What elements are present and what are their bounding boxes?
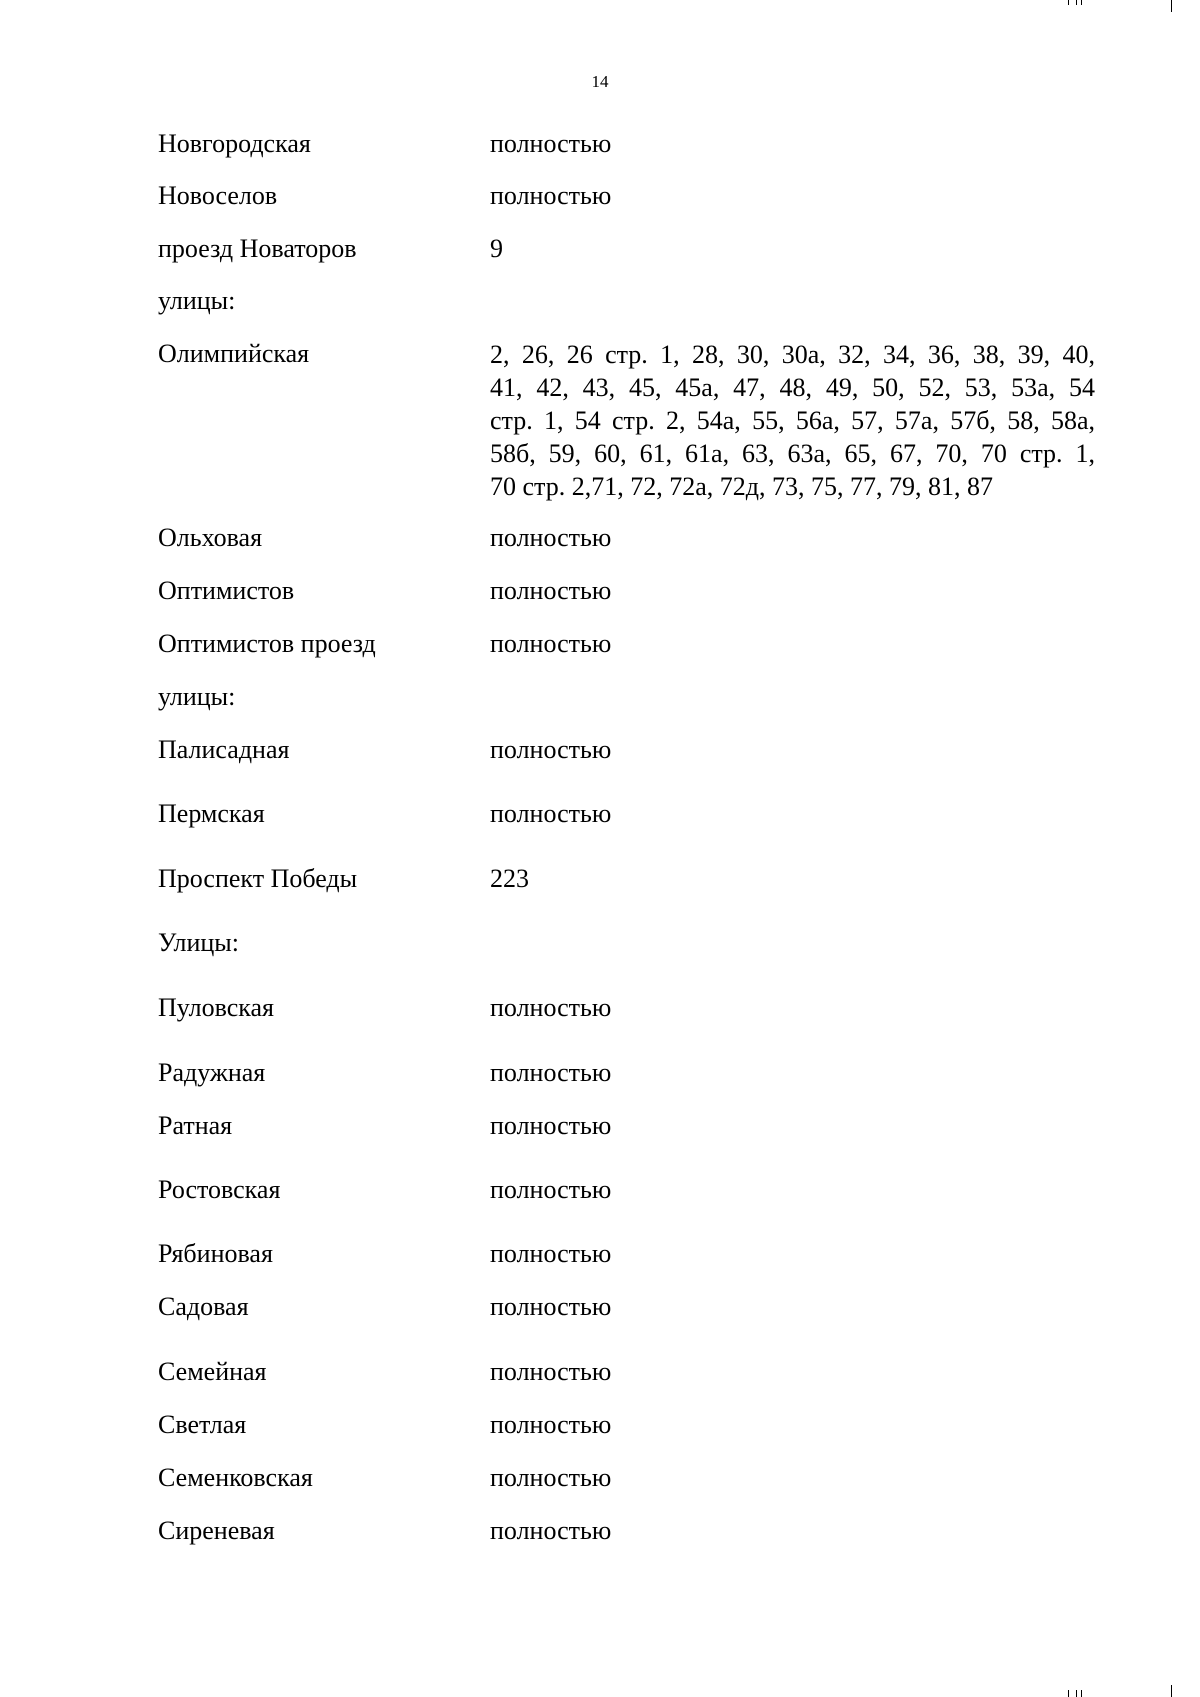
house-numbers: полностью [490, 1463, 612, 1492]
house-numbers: полностью [490, 1357, 612, 1386]
house-numbers: полностью [490, 129, 612, 158]
house-numbers: полностью [490, 1410, 612, 1439]
house-numbers: полностью [490, 799, 612, 828]
house-numbers: 223 [490, 864, 529, 893]
street-name: Олимпийская [158, 339, 310, 368]
house-numbers-line: 58б, 59, 60, 61, 61а, 63, 63а, 65, 67, 70, 70 стр. 1, [490, 439, 1095, 468]
street-name: Семейная [158, 1357, 267, 1386]
house-numbers-line: 2, 26, 26 стр. 1, 28, 30, 30а, 32, 34, 36, 38, 39, 40, [490, 340, 1095, 369]
house-numbers: полностью [490, 735, 612, 764]
street-name: Радужная [158, 1058, 266, 1087]
house-numbers-line: 41, 42, 43, 45, 45а, 47, 48, 49, 50, 52, 53, 53а, 54 [490, 373, 1095, 402]
street-name: Новгородская [158, 129, 311, 158]
house-numbers [490, 338, 1095, 503]
street-name: Ольховая [158, 523, 263, 552]
section-label: Улицы: [158, 928, 239, 957]
house-numbers: полностью [490, 181, 612, 210]
street-name: проезд Новаторов [158, 234, 357, 263]
house-numbers-line: 70 стр. 2,71, 72, 72а, 72д, 73, 75, 77, 79, 81, 87 [490, 472, 993, 501]
street-name: Оптимистов [158, 576, 295, 605]
street-name: Пермская [158, 799, 265, 828]
street-name: Садовая [158, 1292, 249, 1321]
section-label: улицы: [158, 286, 236, 315]
house-numbers: полностью [490, 1111, 612, 1140]
house-numbers: полностью [490, 1239, 612, 1268]
house-numbers: полностью [490, 576, 612, 605]
house-numbers-line: стр. 1, 54 стр. 2, 54а, 55, 56а, 57, 57а, 57б, 58, 58а, [490, 406, 1095, 435]
house-numbers: полностью [490, 1175, 612, 1204]
street-name: Ратная [158, 1111, 233, 1140]
house-numbers: 9 [490, 234, 503, 263]
page-number: 14 [591, 72, 609, 91]
street-name: Проспект Победы [158, 864, 358, 893]
street-name: Сиреневая [158, 1516, 275, 1545]
street-name: Ростовская [158, 1175, 281, 1204]
house-numbers: полностью [490, 1516, 612, 1545]
street-name: Палисадная [158, 735, 290, 764]
house-numbers: полностью [490, 1292, 612, 1321]
street-name: Новоселов [158, 181, 278, 210]
house-numbers: полностью [490, 1058, 612, 1087]
street-name: Светлая [158, 1410, 247, 1439]
street-name: Рябиновая [158, 1239, 273, 1268]
house-numbers: полностью [490, 629, 612, 658]
street-name: Оптимистов проезд [158, 629, 376, 658]
street-name: Семенковская [158, 1463, 313, 1492]
house-numbers: полностью [490, 523, 612, 552]
street-name: Пуловская [158, 993, 275, 1022]
section-label: улицы: [158, 682, 236, 711]
house-numbers: полностью [490, 993, 612, 1022]
